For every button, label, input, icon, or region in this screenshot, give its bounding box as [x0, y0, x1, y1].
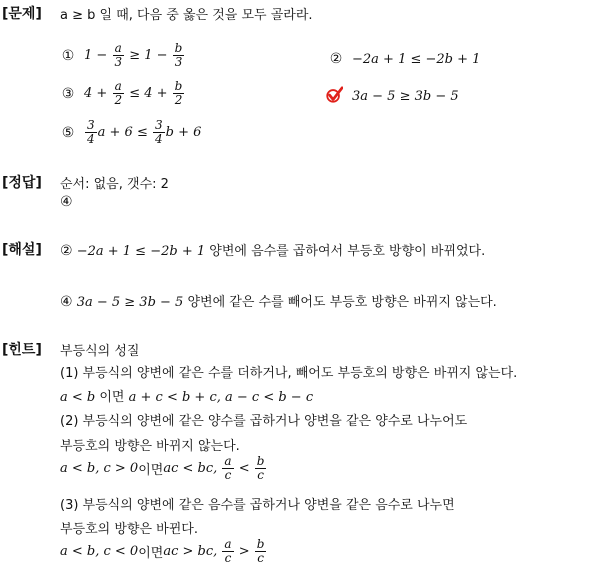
option-expression: −2a + 1 ≤ −2b + 1 — [352, 51, 481, 67]
fraction-denominator: 4 — [87, 132, 95, 146]
fraction-denominator: 2 — [114, 93, 123, 107]
fraction-numerator: 3 — [154, 118, 163, 132]
expr-part: 4 + — [84, 86, 112, 101]
hint-math: < — [238, 461, 250, 476]
explanation-marker: ④ — [60, 294, 73, 310]
fraction-numerator: b — [256, 454, 265, 468]
hint-math: ac > bc, — [163, 544, 218, 559]
fraction-denominator: 2 — [174, 93, 183, 107]
fraction-denominator: c — [224, 551, 232, 565]
expr-part: ≤ 4 + — [125, 86, 172, 101]
option-expression — [84, 42, 185, 69]
option-1 — [60, 42, 185, 69]
explanation-math: −2a + 1 ≤ −2b + 1 — [76, 244, 206, 259]
explanation-line-1 — [60, 240, 485, 259]
fraction — [112, 80, 124, 107]
fraction — [222, 455, 233, 482]
hint-math: a < b — [60, 390, 96, 405]
answer-meta: 순서: 없음, 갯수: 2 — [60, 177, 169, 192]
fraction — [112, 42, 124, 69]
hint-line-6: (3) 부등식의 양변에 같은 음수를 곱하거나 양변을 같은 음수로 나누면 — [60, 498, 455, 513]
explanation-math: 3a − 5 ≥ 3b − 5 — [76, 295, 184, 310]
answer-label: [정답] — [2, 175, 42, 191]
fraction-numerator: b — [174, 41, 183, 55]
fraction — [173, 80, 185, 107]
fraction — [173, 42, 185, 69]
explanation-label: [해설] — [2, 242, 42, 258]
hint-text: 이면 — [138, 463, 164, 478]
fraction-numerator: 3 — [87, 118, 95, 132]
hint-line-2 — [60, 386, 313, 405]
explanation-text: 양변에 음수를 곱하여서 부등호 방향이 바뀌었다. — [205, 244, 486, 259]
fraction-numerator: b — [174, 79, 183, 93]
hint-math: a < b, c > 0 — [60, 461, 139, 476]
expr-part: b + 6 — [165, 125, 202, 140]
fraction — [255, 538, 267, 565]
question-text: a ≥ b 일 때, 다음 중 옳은 것을 모두 골라라. — [60, 8, 313, 23]
problem-question — [60, 4, 313, 23]
hint-math: a + c < b + c, a − c < b − c — [128, 390, 314, 405]
hint-title: 부등식의 성질 — [60, 344, 140, 359]
fraction-numerator: b — [256, 537, 265, 551]
fraction-denominator: 3 — [174, 55, 183, 69]
option-3 — [60, 80, 185, 107]
explanation-line-2 — [60, 291, 497, 310]
option-5 — [60, 119, 201, 146]
answer-value: ④ — [60, 194, 73, 210]
explanation-text: 양변에 같은 수를 빼어도 부등호 방향은 바뀌지 않는다. — [183, 295, 497, 310]
option-marker: ③ — [61, 85, 75, 102]
fraction — [153, 119, 165, 146]
fraction — [85, 119, 97, 146]
hint-line-8 — [60, 538, 267, 565]
option-2 — [328, 51, 480, 67]
hint-line-3: (2) 부등식의 양변에 같은 양수를 곱하거나 양변을 같은 양수로 나누어도 — [60, 414, 468, 429]
expr-part: a + 6 ≤ — [97, 125, 152, 140]
fraction-denominator: 3 — [114, 55, 123, 69]
hint-text: 이면 — [138, 546, 164, 561]
option-marker: ⑤ — [61, 124, 75, 141]
option-expression: 3a − 5 ≥ 3b − 5 — [352, 88, 459, 104]
option-marker: ① — [61, 47, 75, 64]
explanation-marker: ② — [60, 243, 73, 259]
fraction-denominator: 4 — [154, 132, 163, 146]
hint-line-1: (1) 부등식의 양변에 같은 수를 더하거나, 빼어도 부등호의 방향은 바뀌지 않는다. — [60, 366, 518, 381]
hint-math: a < b, c < 0 — [60, 544, 139, 559]
option-expression — [84, 119, 201, 146]
hint-math: > — [238, 544, 250, 559]
fraction — [255, 455, 267, 482]
problem-label: [문제] — [2, 6, 42, 22]
fraction-numerator: a — [114, 79, 122, 93]
hint-math: ac < bc, — [163, 461, 218, 476]
hint-line-5 — [60, 455, 267, 482]
expr-part: ≥ 1 − — [125, 48, 172, 63]
hint-line-4: 부등호의 방향은 바뀌지 않는다. — [60, 439, 240, 454]
fraction-denominator: c — [224, 468, 232, 482]
hint-label: [힌트] — [2, 342, 42, 358]
option-marker: ② — [329, 51, 343, 67]
expr-part: 1 − — [84, 48, 112, 63]
option-4 — [328, 88, 459, 104]
option-expression — [84, 80, 185, 107]
fraction-numerator: a — [114, 41, 122, 55]
hint-text: 이면 — [95, 390, 129, 405]
fraction-numerator: a — [224, 454, 232, 468]
hint-line-7: 부등호의 방향은 바뀐다. — [60, 522, 198, 537]
fraction-numerator: a — [224, 537, 232, 551]
fraction-denominator: c — [257, 468, 264, 482]
fraction-denominator: c — [257, 551, 264, 565]
fraction — [222, 538, 233, 565]
